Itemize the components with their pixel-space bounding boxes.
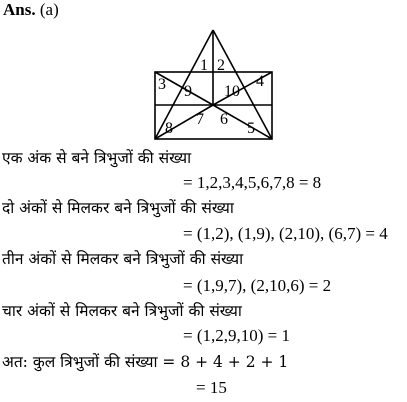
triangle-figure (0, 0, 407, 160)
solution-line-6: = (1,9,7), (2,10,6) = 2 (183, 276, 332, 295)
solution-line-3: दो अंकों से मिलकर बने त्रिभुजों की संख्या (2, 199, 234, 217)
solution-line-2: = 1,2,3,4,5,6,7,8 = 8 (183, 173, 322, 192)
solution-line-7: चार अंकों से मिलकर बने त्रिभुजों की संख्या (2, 302, 242, 320)
label-6: 6 (220, 111, 228, 128)
label-1: 1 (200, 57, 208, 74)
solution-line-4: = (1,2), (1,9), (2,10), (6,7) = 4 (183, 224, 388, 243)
label-3: 3 (158, 76, 166, 93)
label-9: 9 (184, 83, 192, 100)
answer-option: (a) (39, 0, 59, 19)
label-8: 8 (165, 120, 173, 137)
answer-label: Ans. (3, 0, 36, 19)
label-2: 2 (217, 57, 225, 74)
solution-line-1: एक अंक से बने त्रिभुजों की संख्या (2, 149, 192, 167)
solution-line-9: अत: कुल त्रिभुजों की संख्या = 8 + 4 + 2 + 1 (2, 353, 289, 371)
solution-line-5: तीन अंकों से मिलकर बने त्रिभुजों की संख्या (2, 250, 244, 268)
label-4: 4 (256, 73, 264, 90)
label-10: 10 (224, 83, 240, 100)
solution-line-8: = (1,2,9,10) = 1 (183, 326, 290, 345)
solution-line-10: = 15 (196, 378, 227, 397)
label-7: 7 (196, 111, 204, 128)
label-5: 5 (247, 120, 255, 137)
